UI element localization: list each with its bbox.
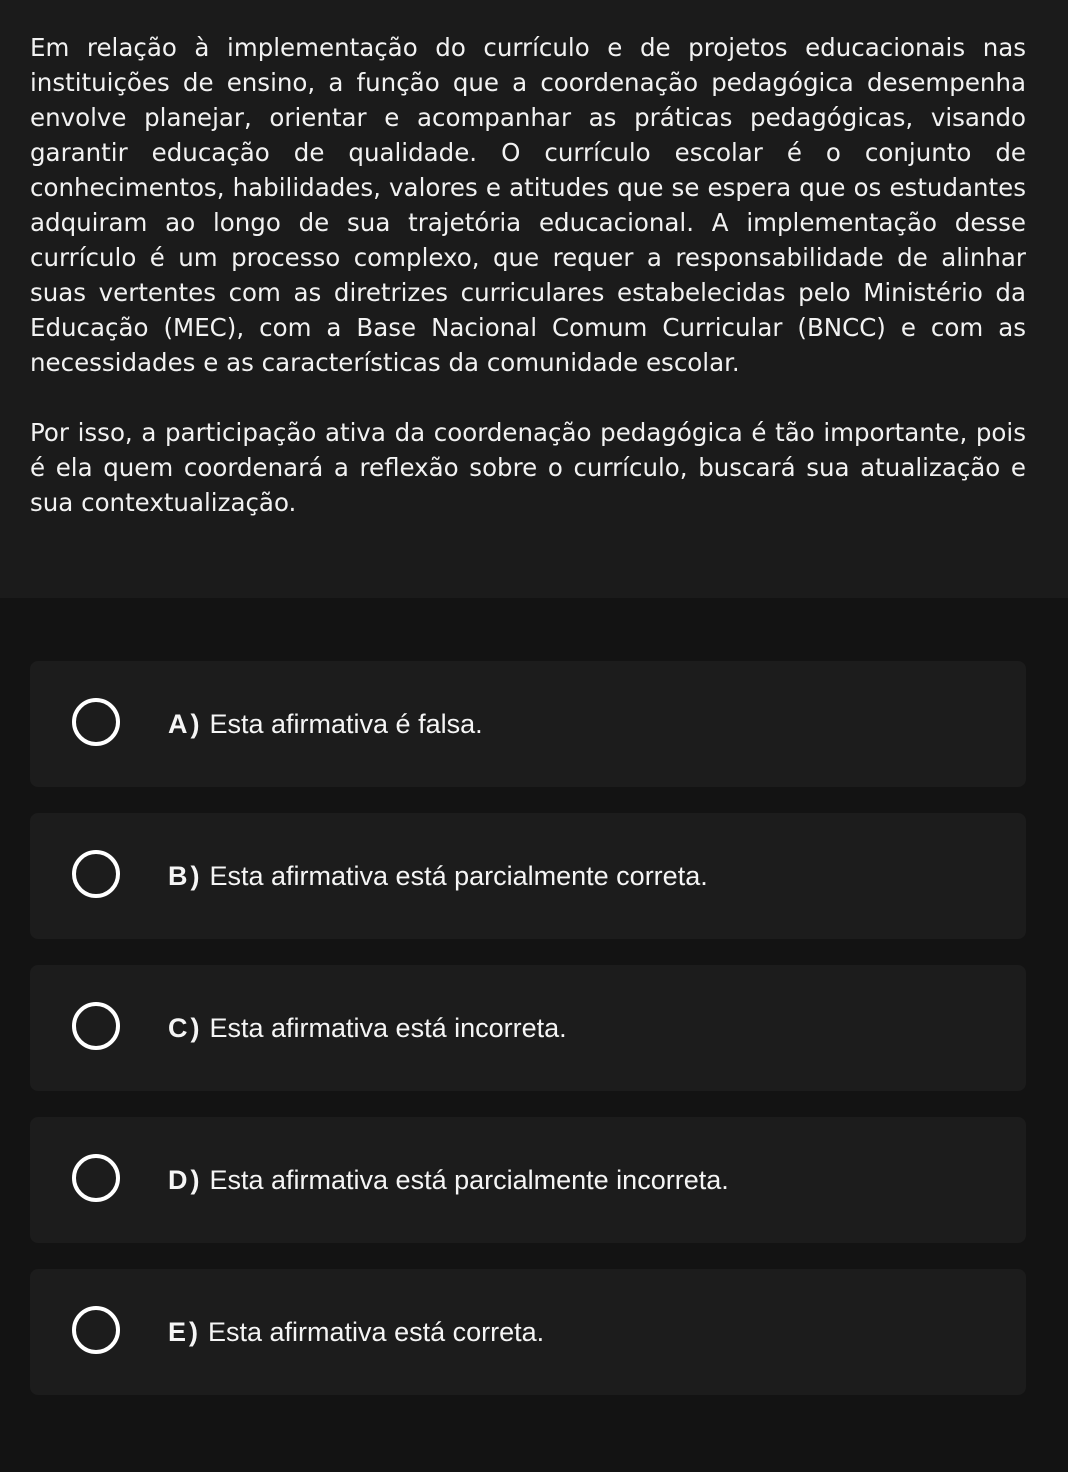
radio-circle-icon[interactable] [72, 1002, 120, 1050]
radio-circle-icon[interactable] [72, 1306, 120, 1354]
answer-options [30, 661, 1026, 1421]
option-letter: D [168, 1165, 188, 1195]
option-letter: B [168, 861, 188, 891]
option-text: Esta afirmativa está correta. [208, 1317, 545, 1347]
option-text: Esta afirmativa está parcialmente incorreta. [209, 1165, 729, 1195]
option-c[interactable] [30, 965, 1026, 1091]
question-statement [0, 0, 1068, 598]
radio-circle-icon[interactable] [72, 1154, 120, 1202]
option-text: Esta afirmativa é falsa. [209, 709, 483, 739]
option-text: Esta afirmativa está incorreta. [209, 1013, 567, 1043]
question-paragraph-1: Em relação à implementação do currículo e de projetos educacionais nas instituições de ensino, a função que a coordenação pedagógica desempenha envolve planejar, orientar e acompanhar as práticas pedagógicas, visando garantir educação de qualidade. O currículo escolar é o conjunto de conhecimentos, habilidades, valores e atitudes que se espera que os estudantes adquiram ao longo de sua trajetória educacional. A implementação desse currículo é um processo complexo, que requer a responsabilidade de alinhar suas vertentes com as diretrizes curriculares estabelecidas pelo Ministério da Educação (MEC), com a Base Nacional Comum Curricular (BNCC) e com as necessidades e as características da comunidade escolar. [30, 33, 1026, 377]
option-label: D ) Esta afirmativa está parcialmente incorreta. [168, 1165, 729, 1195]
option-letter: A [168, 709, 188, 739]
option-label: A ) Esta afirmativa é falsa. [168, 709, 483, 739]
option-b[interactable] [30, 813, 1026, 939]
option-d[interactable] [30, 1117, 1026, 1243]
option-letter: C [168, 1013, 188, 1043]
radio-circle-icon[interactable] [72, 698, 120, 746]
option-letter: E [168, 1317, 187, 1347]
option-text: Esta afirmativa está parcialmente correta. [209, 861, 708, 891]
question-paragraph-2: Por isso, a participação ativa da coordenação pedagógica é tão importante, pois é ela quem coordenará a reflexão sobre o currículo, buscará sua atualização e sua contextualização. [30, 418, 1026, 517]
option-label: C ) Esta afirmativa está incorreta. [168, 1013, 567, 1043]
option-a[interactable] [30, 661, 1026, 787]
radio-circle-icon[interactable] [72, 850, 120, 898]
option-e[interactable] [30, 1269, 1026, 1395]
option-label: E ) Esta afirmativa está correta. [168, 1317, 545, 1347]
option-label: B ) Esta afirmativa está parcialmente correta. [168, 861, 708, 891]
